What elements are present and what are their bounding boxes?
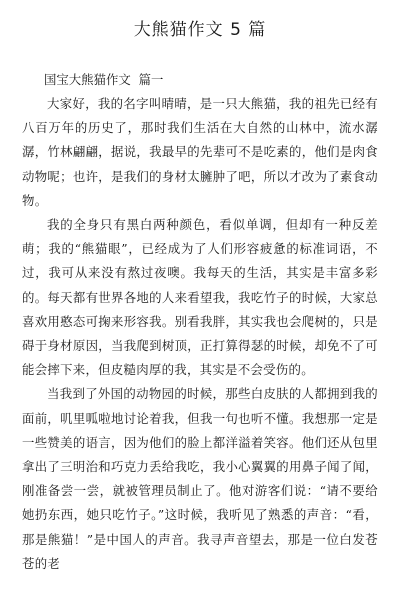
paragraph-3: 当我到了外国的动物园的时候，那些白皮肤的人都拥到我的面前，叽里呱啦地讨论着我，但我一句也听不懂。我想那一定是一些赞美的语言，因为他们的脸上都洋溢着笑容。他们还从包里拿出了三明治和巧克力丢给我吃，我小心翼翼的用鼻子闻了闻，刚准备尝一尝，就被管理员制止了。他对游客们说：“请不要给她扔东西，她只吃竹子。”这时候，我听见了熟悉的声音：“看，那是熊猫！”是中国人的声音。我寻声音望去，那是一位白发苍苍的老 xyxy=(22,386,378,571)
paragraph-2: 我的全身只有黑白两种颜色，看似单调，但却有一种反差萌；我的“熊猫眼”，已经成为了人们形容疲惫的标准词语，不过，我可从来没有熬过夜噢。我每天的生活，其实是丰富多彩的。每天都有世界各地的人来看望我，我吃竹子的时候，大家总喜欢用憨态可掬来形容我。别看我胖，其实我也会爬树的，只是碍于身材原因，当我爬到树顶，正打算得瑟的时候，却免不了可能会摔下来，但皮糙肉厚的我，其实是不会受伤的。 xyxy=(22,217,378,378)
paragraph-1: 大家好，我的名字叫晴晴，是一只大熊猫，我的祖先已经有八百万年的历史了，那时我们生活在大自然的山林中，流水潺潺，竹林翩翩，据说，我最早的先辈可不是吃素的，他们是肉食动物呢；也许，是我们的身材太臃肿了吧，所以才改为了素食动物。 xyxy=(22,96,378,208)
document-title: 大熊猫作文 5 篇 xyxy=(133,20,267,40)
section-heading: 国宝大熊猫作文 篇一 xyxy=(44,72,164,87)
